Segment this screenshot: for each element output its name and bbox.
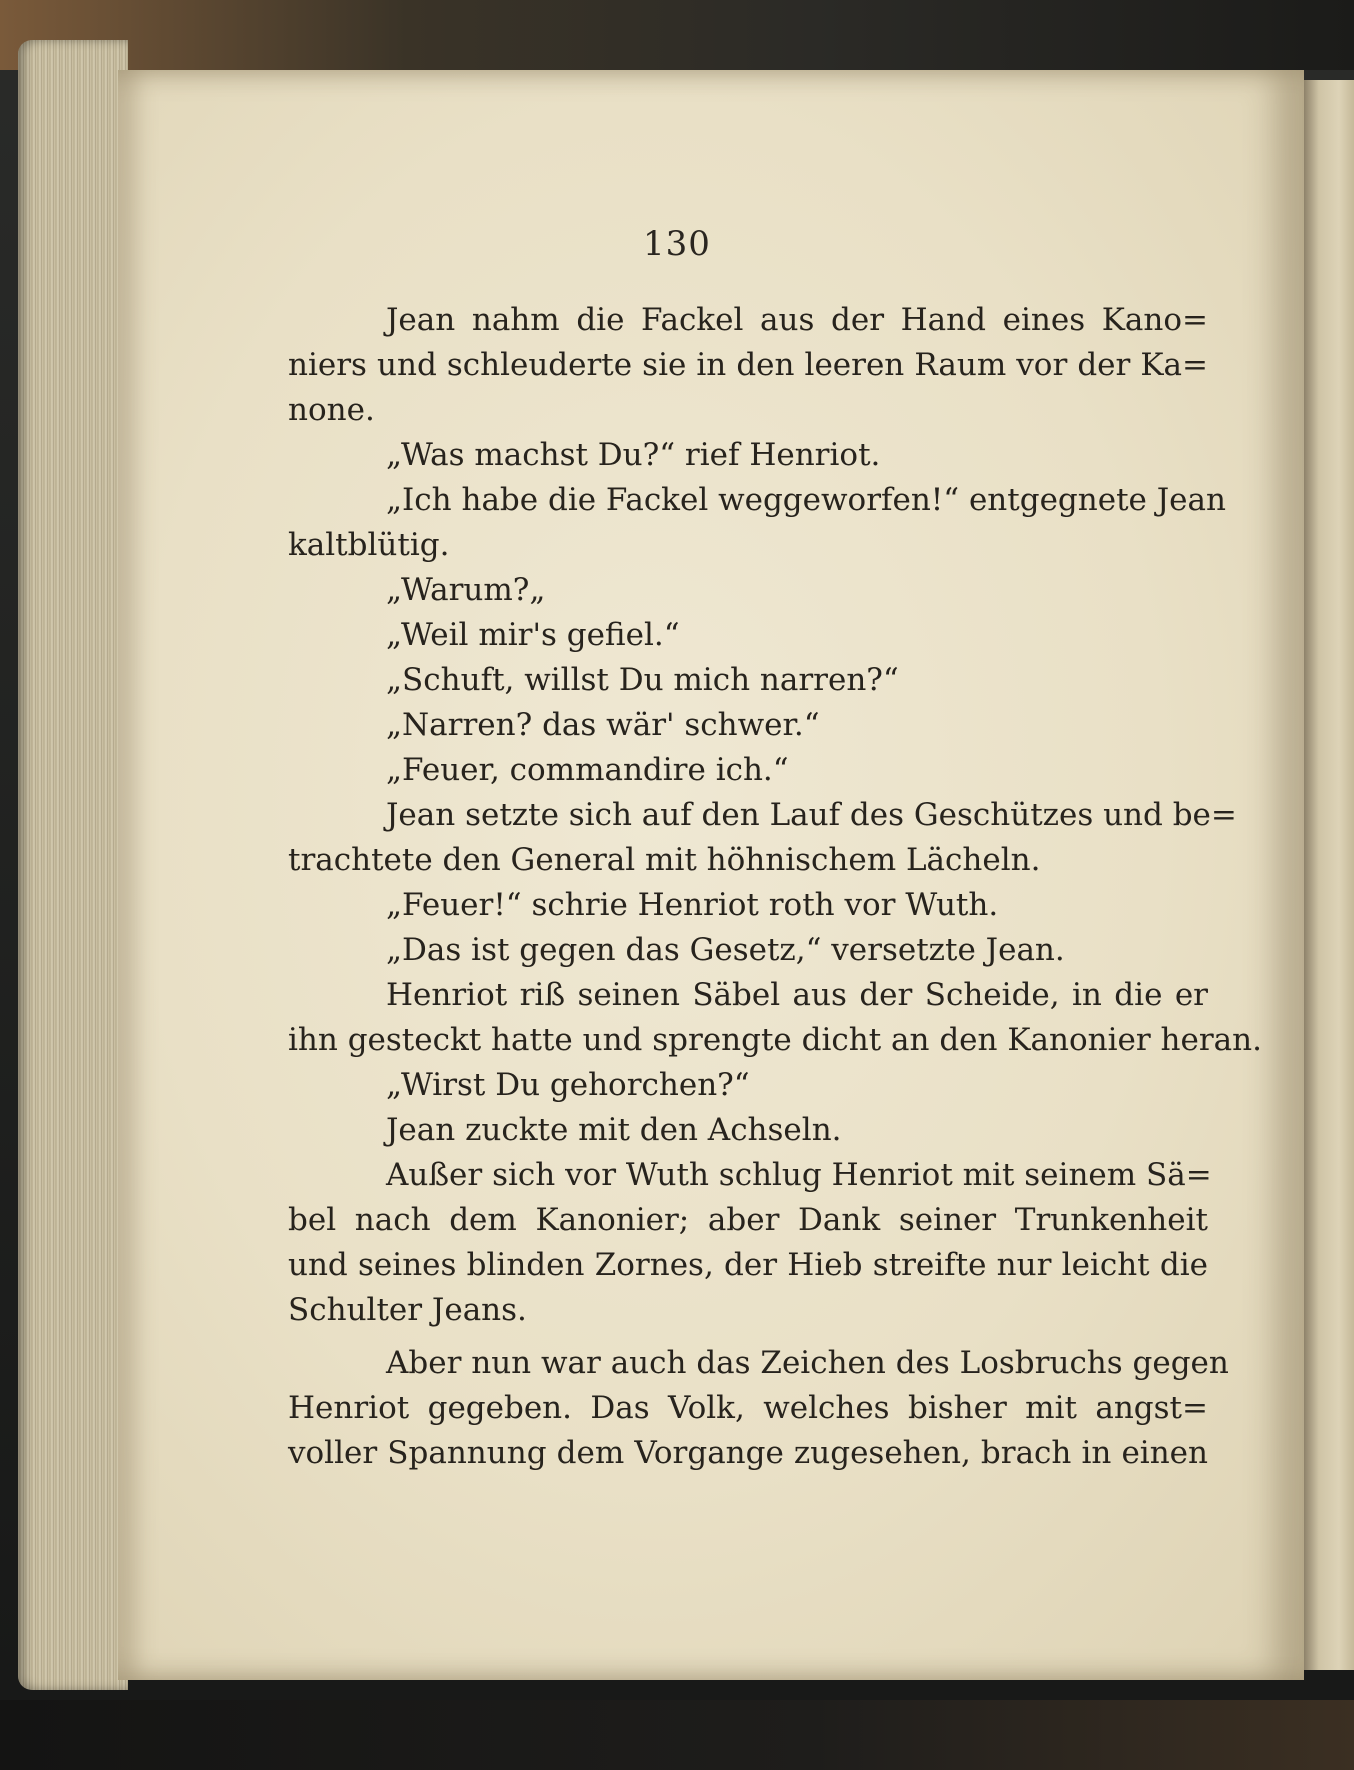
text-line: trachtete den General mit höhnischem Lächeln. <box>288 842 1041 878</box>
text-line: Jean zuckte mit den Achseln. <box>386 1112 842 1148</box>
text-line: niers und schleuderte sie in den leeren Raum vor der Ka= <box>288 347 1208 383</box>
text-line: „Feuer!“ schrie Henriot roth vor Wuth. <box>386 887 999 923</box>
text-line: „Warum?„ <box>386 572 546 608</box>
page-stack-edge <box>18 40 128 1690</box>
text-line: „Narren? das wär' schwer.“ <box>386 707 820 743</box>
text-line: Henriot gegeben. Das Volk, welches bisher mit angst= <box>288 1390 1208 1426</box>
body-text <box>288 298 1262 1476</box>
text-line: ihn gesteckt hatte und sprengte dicht an den Kanonier heran. <box>288 1022 1262 1058</box>
facing-page-edge <box>1304 80 1354 1670</box>
text-line: „Wirst Du gehorchen?“ <box>386 1067 750 1103</box>
text-line: Jean setzte sich auf den Lauf des Geschützes und be= <box>386 797 1237 833</box>
text-line: Henriot riß seinen Säbel aus der Scheide, in die er <box>386 977 1208 1013</box>
text-line: bel nach dem Kanonier; aber Dank seiner Trunkenheit <box>288 1202 1208 1238</box>
text-line: Außer sich vor Wuth schlug Henriot mit seinem Sä= <box>386 1157 1212 1193</box>
text-line: und seines blinden Zornes, der Hieb streifte nur leicht die <box>288 1247 1208 1283</box>
text-line: Jean nahm die Fackel aus der Hand eines Kano= <box>386 302 1208 338</box>
page-number: 130 <box>643 224 711 264</box>
book-cover-bottom <box>0 1700 1354 1770</box>
text-line: „Weil mir's gefiel.“ <box>386 617 680 653</box>
text-line: Schulter Jeans. <box>288 1292 527 1328</box>
text-line: „Ich habe die Fackel weggeworfen!“ entgegnete Jean <box>386 482 1226 518</box>
text-line: Aber nun war auch das Zeichen des Losbruchs gegen <box>386 1345 1229 1381</box>
text-line: „Das ist gegen das Gesetz,“ versetzte Jean. <box>386 932 1065 968</box>
text-line: „Feuer, commandire ich.“ <box>386 752 789 788</box>
text-line: kaltblütig. <box>288 527 450 563</box>
text-line: „Schuft, willst Du mich narren?“ <box>386 662 899 698</box>
text-line: none. <box>288 392 375 428</box>
book-cover-top <box>0 0 1354 70</box>
text-line: voller Spannung dem Vorgange zugesehen, brach in einen <box>288 1435 1208 1471</box>
text-line: „Was machst Du?“ rief Henriot. <box>386 437 881 473</box>
